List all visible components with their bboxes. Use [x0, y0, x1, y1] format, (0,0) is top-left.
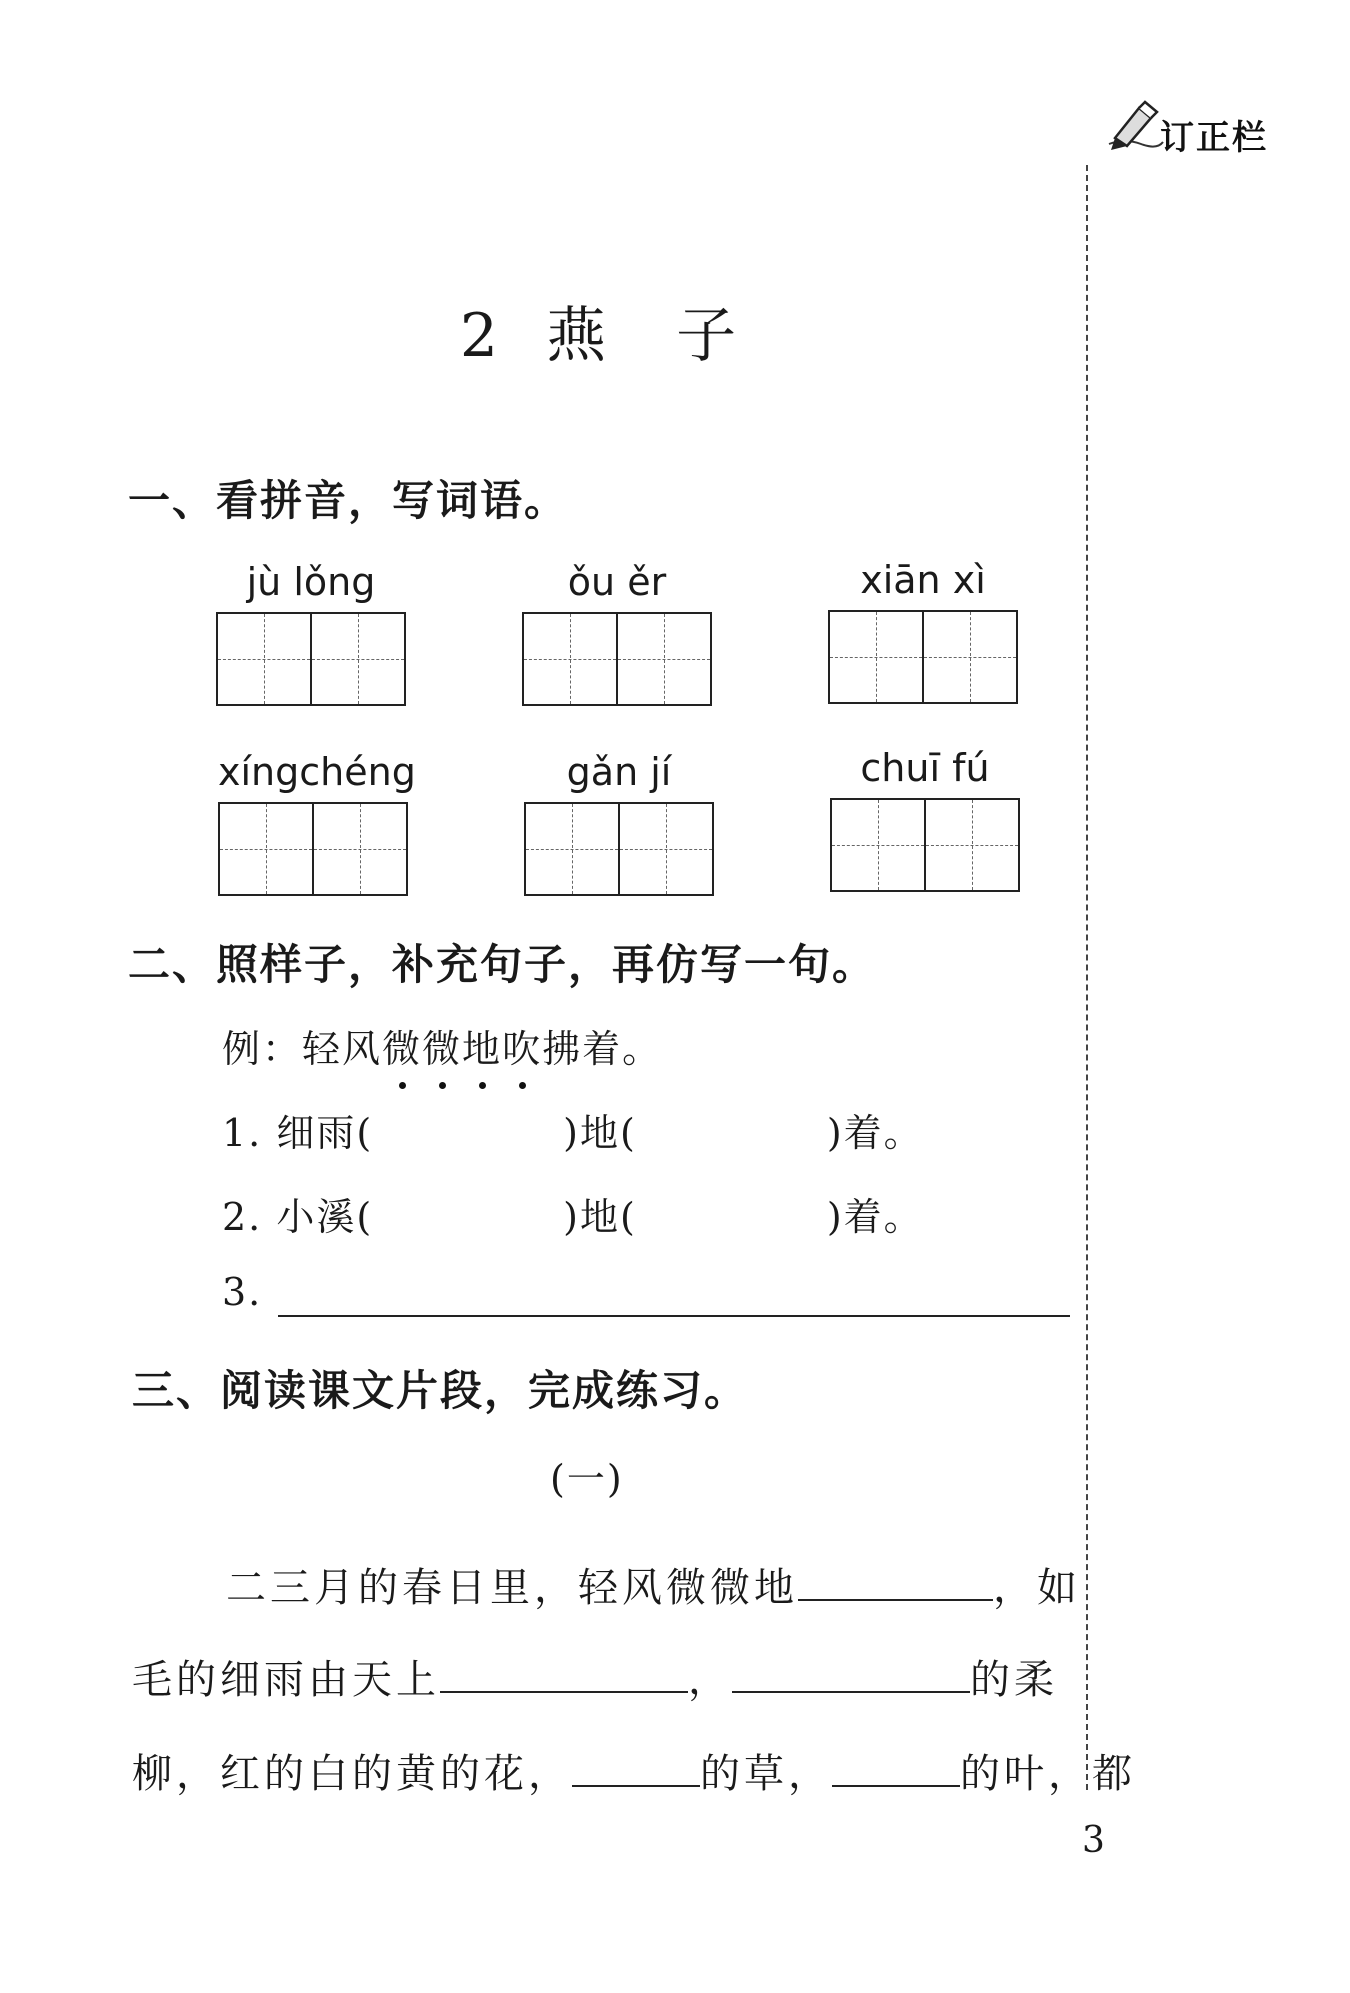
passage-line-2: 毛的细雨由天上 ， 的柔: [132, 1657, 1058, 1703]
exercise-item-3-answer-line[interactable]: [278, 1315, 1070, 1317]
pinyin-label: chuī fú: [860, 746, 990, 790]
writing-grid[interactable]: [828, 610, 1018, 704]
writing-grid[interactable]: [524, 802, 714, 896]
correction-column-divider: [1086, 165, 1088, 1790]
exercise-item-1: 1. 细雨( )地( )着。: [222, 1111, 924, 1155]
pinyin-label: jù lǒng: [246, 560, 376, 604]
exercise-item-3-label: 3.: [222, 1270, 263, 1314]
pinyin-label: ǒu ěr: [567, 560, 667, 604]
passage-blank[interactable]: [572, 1755, 700, 1787]
pinyin-label: xíngchéng: [218, 750, 416, 794]
writing-grid[interactable]: [218, 802, 408, 896]
page-number: 3: [1082, 1820, 1105, 1861]
passage-blank[interactable]: [832, 1755, 960, 1787]
passage-blank[interactable]: [798, 1569, 993, 1601]
passage-blank[interactable]: [732, 1661, 970, 1693]
passage-line-3: 柳，红的白的黄的花， 的草， 的叶，都: [132, 1751, 1136, 1797]
passage-part-label: (一): [550, 1457, 624, 1501]
writing-grid[interactable]: [216, 612, 406, 706]
section-1-heading: 一、看拼音，写词语。: [128, 476, 569, 525]
lesson-title-char-1: 燕: [546, 301, 611, 371]
pinyin-label: xiān xì: [860, 558, 986, 602]
writing-grid[interactable]: [830, 798, 1020, 892]
passage-line-1: 二三月的春日里，轻风微微地 ，如: [226, 1565, 1081, 1611]
section-3-heading: 三、阅读课文片段，完成练习。: [132, 1366, 749, 1415]
pencil-icon: [1105, 98, 1165, 154]
writing-grid[interactable]: [522, 612, 712, 706]
lesson-title: [0, 288, 1200, 374]
lesson-number: 2: [459, 301, 503, 371]
example-sentence: 例：轻风微微地吹拂着。: [222, 1018, 662, 1073]
correction-column-label: 订正栏: [1160, 118, 1268, 158]
pinyin-label: gǎn jí: [566, 750, 672, 794]
lesson-title-char-2: 子: [676, 301, 741, 371]
passage-blank[interactable]: [440, 1661, 688, 1693]
section-2-heading: 二、照样子，补充句子，再仿写一句。: [128, 940, 877, 989]
exercise-item-2: 2. 小溪( )地( )着。: [222, 1195, 924, 1239]
